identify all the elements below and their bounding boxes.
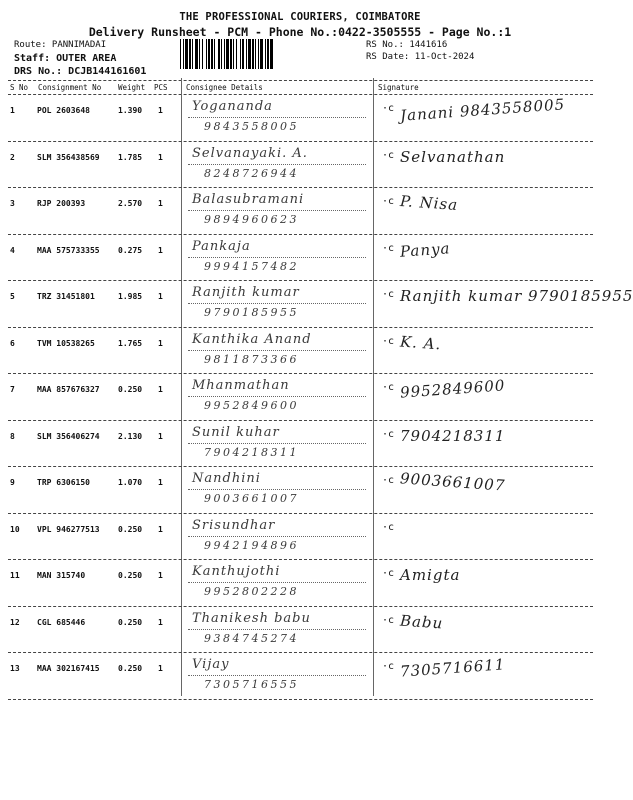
row-sno: 10 xyxy=(10,524,20,534)
row-sno: 4 xyxy=(10,245,15,255)
row-pcs: 1 xyxy=(158,524,163,534)
signature-mark: ·c xyxy=(382,196,395,207)
row-separator xyxy=(8,559,593,560)
signature-mark: ·c xyxy=(382,382,395,393)
consignee-phone: 9790185955 xyxy=(204,306,299,319)
consignee-phone: 9843558005 xyxy=(204,120,299,133)
signature-mark: ·c xyxy=(382,242,395,254)
row-weight: 2.570 xyxy=(118,199,143,208)
col-header-consignment: Consignment No xyxy=(38,83,102,92)
consignee-phone: 9894960623 xyxy=(204,213,299,226)
signature: Ranjith kumar 9790185955 xyxy=(400,287,633,305)
consignee-name: Selvanayaki. A. xyxy=(192,145,308,161)
row-separator xyxy=(8,606,593,607)
row-sno: 2 xyxy=(10,152,15,162)
col-header-pcs: PCS xyxy=(154,83,168,92)
signature: Panya xyxy=(399,238,452,261)
row-pcs: 1 xyxy=(158,664,163,673)
row-pcs: 1 xyxy=(158,385,163,394)
row-consignment-no: TRP 6306150 xyxy=(37,478,90,487)
writing-line xyxy=(188,396,366,397)
row-sno: 3 xyxy=(10,199,15,208)
column-divider xyxy=(373,78,374,696)
signature: 7904218311 xyxy=(400,426,506,445)
row-weight: 1.765 xyxy=(118,338,143,348)
consignee-phone: 9003661007 xyxy=(204,492,299,505)
signature: P. Nisa xyxy=(399,191,459,215)
consignee-name: Nandhini xyxy=(192,471,261,486)
row-consignment-no: TVM 10538265 xyxy=(37,338,95,348)
writing-line xyxy=(188,629,366,630)
row-weight: 1.985 xyxy=(118,292,143,301)
row-consignment-no: MAA 575733355 xyxy=(37,245,100,255)
row-separator xyxy=(8,420,593,421)
signature-mark: ·c xyxy=(382,149,395,161)
row-sno: 1 xyxy=(10,106,15,115)
col-header-weight: Weight xyxy=(118,83,146,92)
row-sno: 5 xyxy=(10,292,15,301)
rs-date: RS Date: 11-Oct-2024 xyxy=(366,52,475,62)
column-divider xyxy=(181,78,182,696)
consignee-name: Pankaja xyxy=(192,238,251,254)
row-sno: 8 xyxy=(10,431,15,441)
consignee-name: Yogananda xyxy=(192,99,273,114)
col-header-sno: S No xyxy=(10,83,29,92)
signature: K. A. xyxy=(399,332,442,353)
signature-mark: ·c xyxy=(382,428,395,440)
rs-number: RS No.: 1441616 xyxy=(366,40,448,50)
row-weight: 0.275 xyxy=(118,245,143,255)
row-pcs: 1 xyxy=(158,431,163,441)
writing-line xyxy=(188,164,366,165)
consignee-name: Kanthujothi xyxy=(192,564,281,579)
signature-mark: ·c xyxy=(382,661,395,672)
signature: 9003661007 xyxy=(399,469,506,495)
row-pcs: 1 xyxy=(158,617,163,627)
signature: 9952849600 xyxy=(399,376,506,402)
signature: Selvanathan xyxy=(400,147,506,166)
consignee-phone: 9994157482 xyxy=(204,259,299,273)
writing-line xyxy=(188,675,366,676)
row-weight: 2.130 xyxy=(118,431,143,441)
row-weight: 0.250 xyxy=(118,617,143,627)
row-sno: 7 xyxy=(10,385,15,394)
consignee-phone: 9942194896 xyxy=(204,538,299,552)
consignee-name: Thanikesh babu xyxy=(192,610,311,626)
signature: Janani 9843558005 xyxy=(399,95,566,125)
row-pcs: 1 xyxy=(158,478,163,487)
signature: Amigta xyxy=(400,566,461,584)
row-separator xyxy=(8,141,593,142)
consignee-phone: 8248726944 xyxy=(204,166,299,180)
runsheet-subtitle: Delivery Runsheet - PCM - Phone No.:0422-3505555 - Page No.:1 xyxy=(88,25,512,39)
row-pcs: 1 xyxy=(158,571,163,580)
consignee-name: Ranjith kumar xyxy=(192,285,300,300)
row-weight: 0.250 xyxy=(118,385,143,394)
signature-mark: ·c xyxy=(382,568,395,579)
col-header-consignee: Consignee Details xyxy=(186,83,263,92)
consignee-phone: 9952802228 xyxy=(204,585,299,598)
row-pcs: 1 xyxy=(158,152,163,162)
signature-mark: ·c xyxy=(382,614,395,626)
writing-line xyxy=(188,117,366,118)
row-weight: 1.785 xyxy=(118,152,143,162)
row-consignment-no: SLM 356406274 xyxy=(37,431,100,441)
writing-line xyxy=(188,582,366,583)
col-header-signature: Signature xyxy=(378,83,419,92)
row-separator xyxy=(8,699,593,700)
row-weight: 0.250 xyxy=(118,664,143,673)
row-separator xyxy=(8,373,593,374)
consignee-name: Vijay xyxy=(192,657,230,672)
row-sno: 13 xyxy=(10,664,20,673)
writing-line xyxy=(188,536,366,537)
writing-line xyxy=(188,489,366,490)
row-consignment-no: MAA 302167415 xyxy=(37,664,100,673)
signature-mark: ·c xyxy=(382,475,395,486)
signature-mark: ·c xyxy=(382,335,395,347)
row-pcs: 1 xyxy=(158,199,163,208)
writing-line xyxy=(188,303,366,304)
consignee-name: Balasubramani xyxy=(192,192,305,207)
signature: 7305716611 xyxy=(399,655,506,681)
row-consignment-no: MAA 857676327 xyxy=(37,385,100,394)
row-consignment-no: SLM 356438569 xyxy=(37,152,100,162)
consignee-name: Srisundhar xyxy=(192,517,276,533)
row-separator xyxy=(8,652,593,653)
row-pcs: 1 xyxy=(158,106,163,115)
writing-line xyxy=(188,210,366,211)
header-top-rule xyxy=(8,80,593,81)
row-consignment-no: CGL 685446 xyxy=(37,617,86,627)
consignee-phone: 9811873366 xyxy=(204,352,299,366)
writing-line xyxy=(188,257,366,258)
row-consignment-no: VPL 946277513 xyxy=(37,524,100,534)
staff-label: Staff: OUTER AREA xyxy=(14,53,117,64)
consignee-phone: 7904218311 xyxy=(204,445,299,459)
consignee-name: Kanthika Anand xyxy=(192,331,312,347)
row-separator xyxy=(8,466,593,467)
company-title: THE PROFESSIONAL COURIERS, COIMBATORE xyxy=(179,11,421,23)
consignee-phone: 9952849600 xyxy=(204,399,299,412)
row-separator xyxy=(8,187,593,188)
row-consignment-no: MAN 315740 xyxy=(37,571,86,580)
signature-mark: ·c xyxy=(382,103,395,114)
consignee-phone: 7305716555 xyxy=(204,678,299,691)
drs-number: DRS No.: DCJB144161601 xyxy=(14,66,147,77)
signature: Babu xyxy=(399,611,444,632)
barcode xyxy=(180,39,357,69)
route-label: Route: PANNIMADAI xyxy=(14,40,107,50)
row-pcs: 1 xyxy=(158,245,163,255)
row-weight: 0.250 xyxy=(118,524,143,534)
writing-line xyxy=(188,443,366,444)
signature-mark: ·c xyxy=(382,289,395,300)
row-weight: 1.070 xyxy=(118,478,143,487)
row-sno: 11 xyxy=(10,571,20,580)
row-consignment-no: TRZ 31451801 xyxy=(37,292,95,301)
row-consignment-no: RJP 200393 xyxy=(37,199,86,208)
row-separator xyxy=(8,280,593,281)
consignee-name: Mhanmathan xyxy=(192,378,290,393)
row-separator xyxy=(8,513,593,514)
consignee-phone: 9384745274 xyxy=(204,631,299,645)
row-weight: 0.250 xyxy=(118,571,143,580)
row-sno: 9 xyxy=(10,478,15,487)
row-consignment-no: POL 2603648 xyxy=(37,106,90,115)
row-pcs: 1 xyxy=(158,292,163,301)
consignee-name: Sunil kuhar xyxy=(192,424,280,440)
row-sno: 6 xyxy=(10,338,15,348)
signature-mark: ·c xyxy=(382,521,395,533)
row-pcs: 1 xyxy=(158,338,163,348)
header-bottom-rule xyxy=(8,94,593,95)
row-separator xyxy=(8,327,593,328)
row-sno: 12 xyxy=(10,617,20,627)
row-weight: 1.390 xyxy=(118,106,143,115)
writing-line xyxy=(188,350,366,351)
row-separator xyxy=(8,234,593,235)
